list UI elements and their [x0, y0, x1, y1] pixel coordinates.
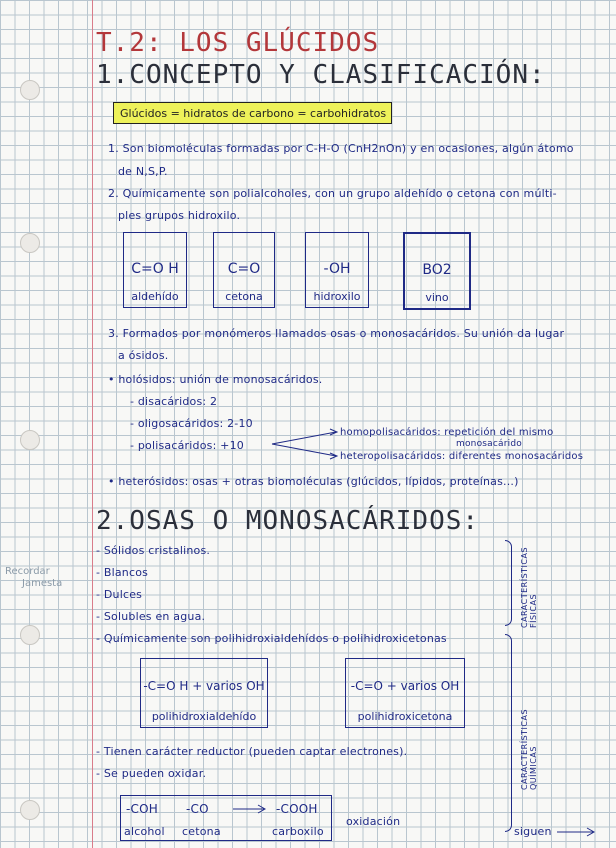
homopolisacaridos: homopolisacáridos: repetición del mismo: [340, 427, 554, 438]
branch-arrows: [270, 428, 340, 460]
point-1b: de N,S,P.: [118, 165, 168, 178]
heteropolisacaridos: heteropolisacáridos: diferentes monosacáridos: [340, 451, 584, 462]
group-box-vino: [403, 232, 471, 310]
group-box-cetona: [213, 232, 275, 308]
group-label: aldehído: [131, 290, 179, 303]
oxidation-alcohol: alcohol: [124, 825, 165, 838]
property-3: - Dulces: [96, 588, 143, 601]
property-6: - Tienen carácter reductor (pueden captar electrones).: [96, 745, 408, 758]
formula-label: polihidroxicetona: [357, 710, 453, 723]
punch-hole: [20, 625, 40, 645]
continue-arrow: [556, 826, 596, 838]
group-label: cetona: [225, 290, 263, 303]
oxidation-coh: -COH: [126, 802, 158, 816]
group-box-hidroxilo: [305, 232, 369, 308]
point-2a: 2. Químicamente son polialcoholes, con un grupo aldehído o cetona con múlti-: [108, 187, 557, 200]
margin-line: [92, 0, 93, 848]
label-quimicas: CARACTERÍSTICAS QUÍMICAS: [520, 708, 538, 790]
section-1-heading: 1.CONCEPTO Y CLASIFICACIÓN:: [96, 60, 546, 90]
side-note-2: Jamesta: [22, 578, 63, 589]
property-4: - Solubles en agua.: [96, 610, 206, 623]
oxidation-cooh: -COOH: [276, 802, 318, 816]
side-note-1: Recordar: [5, 566, 50, 577]
polisacaridos: - polisacáridos: +10: [130, 439, 244, 452]
holosidos: • holósidos: unión de monosacáridos.: [108, 373, 323, 386]
continue-note: siguen: [514, 825, 552, 838]
heterosidos: • heterósidos: osas + otras biomoléculas (glúcidos, lípidos, proteínas...): [108, 475, 519, 488]
point-3a: 3. Formados por monómeros llamados osas o monosacáridos. Su unión da lugar: [108, 327, 565, 340]
definition-box: [113, 102, 392, 124]
group-label: vino: [425, 291, 449, 304]
punch-hole: [20, 800, 40, 820]
oxidation-arrow: [232, 804, 266, 814]
group-formula: C=O: [227, 261, 261, 277]
oxidation-carboxilo: carboxilo: [272, 825, 324, 838]
group-label: hidroxilo: [313, 290, 361, 303]
disacaridos: - disacáridos: 2: [130, 395, 218, 408]
formula-box-cetona: [345, 658, 465, 728]
property-1: - Sólidos cristalinos.: [96, 544, 211, 557]
group-box-aldehido: [123, 232, 187, 308]
brace-quimicas: [505, 634, 512, 832]
punch-hole: [20, 80, 40, 100]
oxidation-co: -CO: [186, 802, 209, 816]
formula-text: -C=O + varios OH: [350, 679, 460, 693]
brace-fisicas: [505, 540, 512, 626]
group-formula: -OH: [323, 261, 351, 277]
group-formula: BO2: [422, 262, 452, 278]
formula-box-aldehido: [140, 658, 268, 728]
formula-label: polihidroxialdehído: [151, 710, 257, 723]
definition-text: Glúcidos = hidratos de carbono = carbohidratos: [120, 107, 387, 120]
oxidation-cetona: cetona: [182, 825, 221, 838]
label-fisicas: CARACTERÍSTICAS FÍSICAS: [520, 546, 538, 628]
oxidation-label: oxidación: [346, 815, 401, 828]
point-2b: ples grupos hidroxilo.: [118, 209, 241, 222]
formula-text: -C=O H + varios OH: [143, 679, 265, 693]
homopolisacaridos-cont: monosacárido: [456, 439, 522, 449]
property-7: - Se pueden oxidar.: [96, 767, 207, 780]
point-3b: a ósidos.: [118, 349, 169, 362]
punch-hole: [20, 430, 40, 450]
punch-hole: [20, 233, 40, 253]
section-2-heading: 2.OSAS O MONOSACÁRIDOS:: [96, 506, 480, 536]
point-1a: 1. Son biomoléculas formadas por C-H-O (CnH2nOn) y en ocasiones, algún átomo: [108, 142, 574, 155]
property-5: - Químicamente son polihidroxialdehídos o polihidroxicetonas: [96, 632, 447, 645]
oligosacaridos: - oligosacáridos: 2-10: [130, 417, 253, 430]
group-formula: C=O H: [131, 261, 179, 277]
page-title: T.2: LOS GLÚCIDOS: [96, 28, 380, 58]
property-2: - Blancos: [96, 566, 149, 579]
